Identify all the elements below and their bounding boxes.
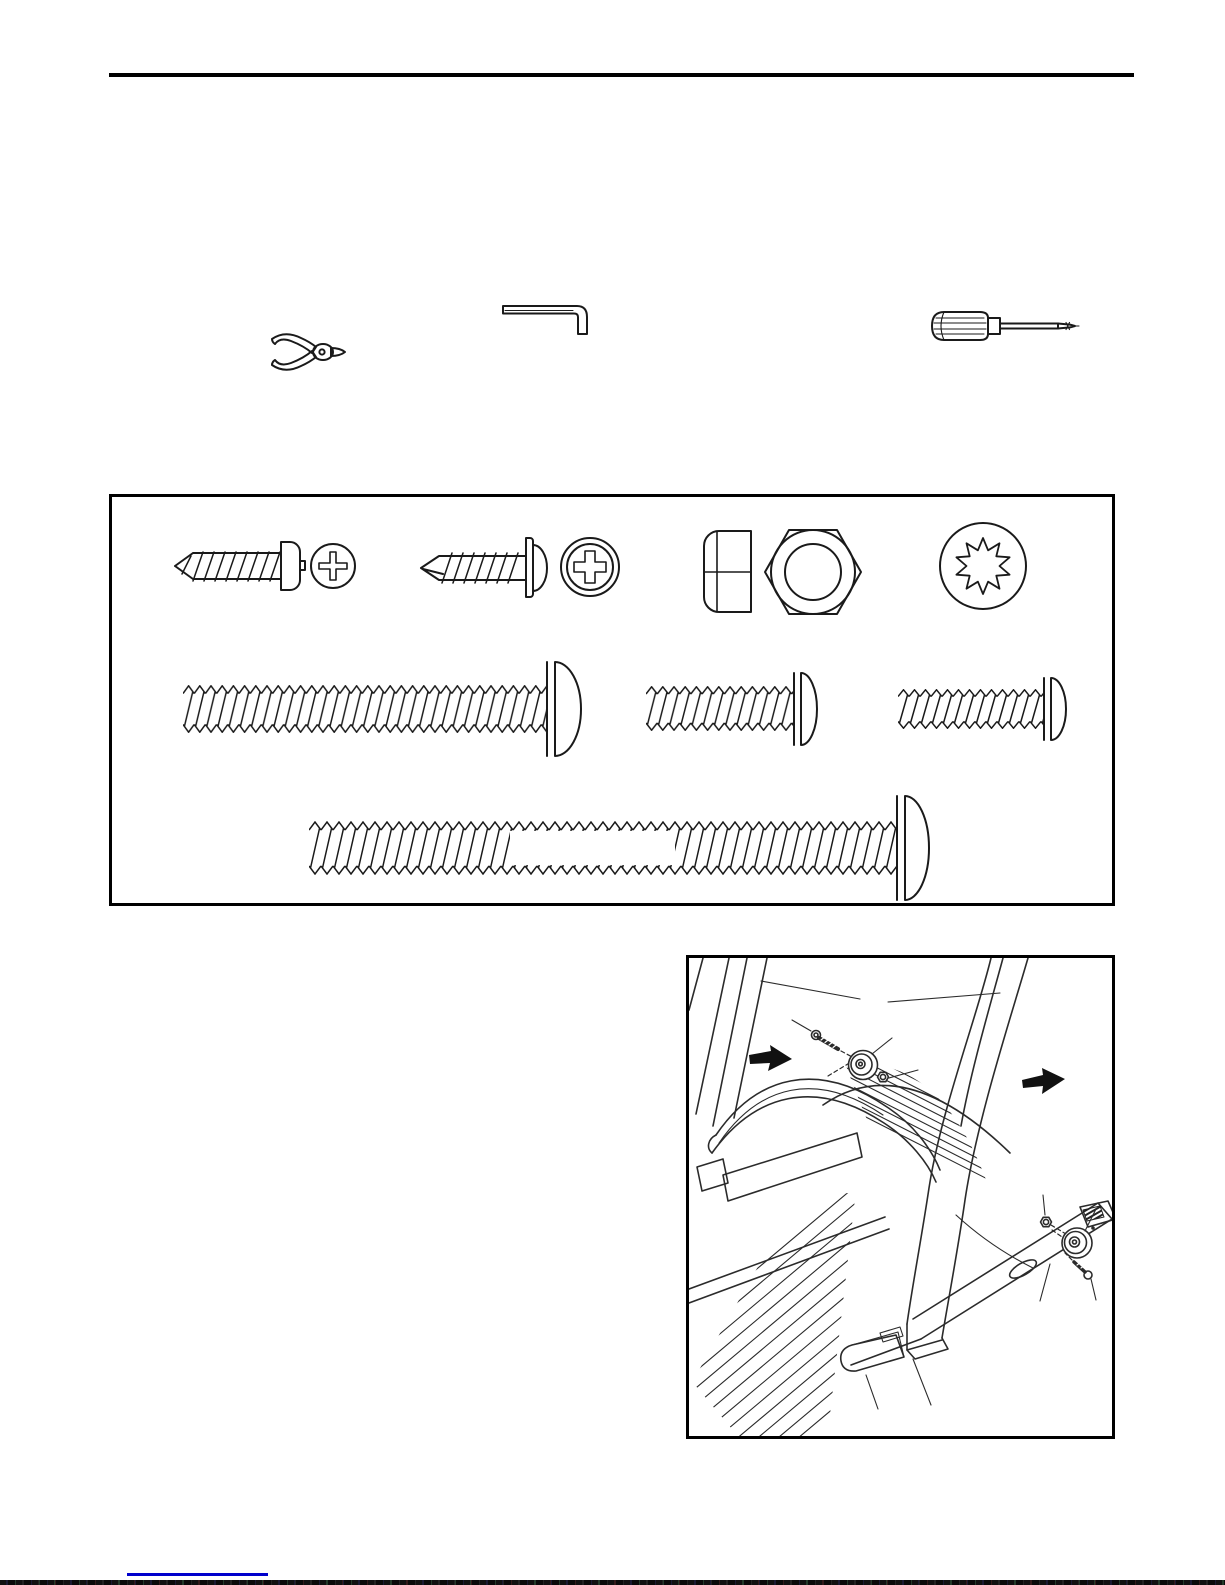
leader-lines-top: [761, 981, 1000, 1002]
phillips-pan-head: [311, 544, 355, 588]
tapping-screw: [175, 542, 305, 590]
rear-nut: [1041, 1217, 1052, 1226]
pliers-icon: [265, 330, 349, 374]
left-upright: [689, 958, 767, 1126]
front-wheel-hardware: [792, 1020, 918, 1082]
locknut-side: [704, 531, 751, 612]
phillips-washer-head: [561, 538, 619, 596]
header-rule: [109, 73, 1134, 77]
walking-belt: [689, 1129, 1024, 1436]
front-wheel: [849, 1051, 878, 1080]
star-washer: [940, 523, 1026, 609]
rail-endcap: [841, 1327, 931, 1409]
bolt-short: [898, 678, 1066, 740]
front-nut: [878, 1072, 889, 1081]
mounting-bracket: [1080, 1201, 1112, 1230]
link-underline[interactable]: [127, 1573, 268, 1576]
hex-key-icon: [500, 300, 595, 336]
hex-nut-front: [765, 530, 861, 614]
bolt-medium: [646, 673, 817, 745]
motor-hood: [763, 977, 1110, 1219]
scan-noise-strip: [0, 1580, 1225, 1585]
front-beam: [697, 1133, 862, 1201]
bolt-long: [183, 662, 581, 756]
self-drilling-screw: [421, 538, 547, 597]
hardware-box: [109, 494, 1115, 906]
bolt-extra-long: [309, 796, 929, 900]
rear-wheel: [1062, 1228, 1092, 1258]
right-upright: [907, 958, 1028, 1338]
right-direction-arrow: [1022, 1068, 1065, 1094]
screwdriver-icon: [928, 306, 1080, 346]
left-direction-arrow: [749, 1045, 792, 1071]
handrail: [709, 1079, 940, 1182]
rear-rail: [851, 1203, 1112, 1365]
assembly-diagram-box: [686, 955, 1115, 1439]
